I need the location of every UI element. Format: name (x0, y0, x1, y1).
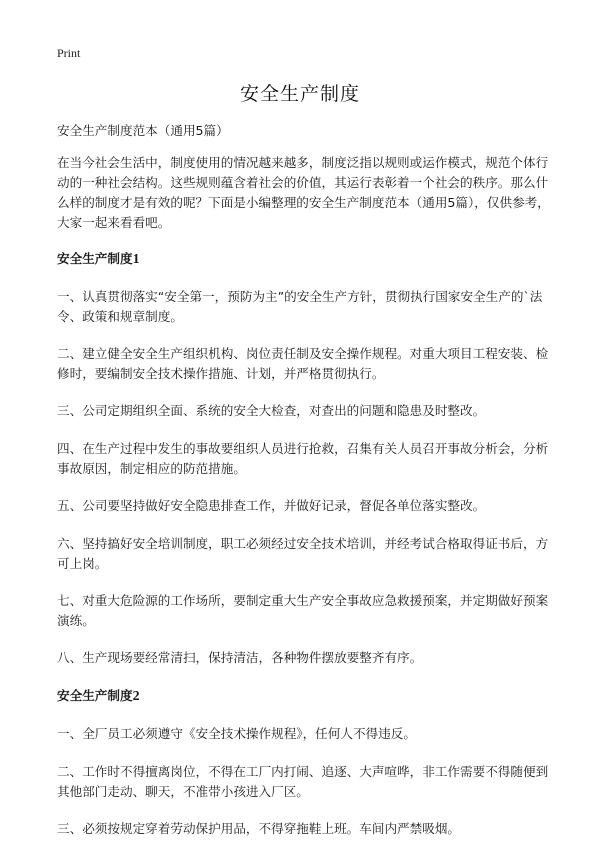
section-item: 二、工作时不得擅离岗位，不得在工厂内打闹、追逐、大声喧哗，非工作需要不得随便到其他部门走动、聊天，不准带小孩进入厂区。 (57, 764, 549, 799)
section-item: 一、认真贯彻落实“安全第一，预防为主”的安全生产方针，贯彻执行国家安全生产的`法令、政策和规章制度。 (57, 289, 543, 324)
section-heading-text: 安全生产制度 (57, 688, 133, 703)
page-title: 安全生产制度 (239, 83, 360, 105)
intro-paragraph: 在当今社会生活中，制度使用的情况越来越多，制度泛指以规则或运作模式，规范个体行动的一种社会结构。这些规则蕴含着社会的价值，其运行表彰着一个社会的秩序。那么什么样的制度才是有效的呢？下面是小编整理的安全生产制度范本（通用5篇），仅供参考，大家一起来看看吧。 (57, 155, 550, 230)
section-heading (57, 686, 554, 707)
section-item: 五、公司要坚持做好安全隐患排查工作，并做好记录，督促各单位落实整改。 (57, 498, 486, 513)
section-item: 四、在生产过程中发生的事故要组织人员进行抢救，召集有关人员召开事故分析会，分析事故原因，制定相应的防范措施。 (57, 441, 549, 476)
section-heading-number: 1 (132, 252, 140, 267)
document-body (57, 121, 554, 857)
section-heading-text: 安全生产制度 (57, 251, 133, 266)
section-item: 三、必须按规定穿着劳动保护用品，不得穿拖鞋上班。车间内严禁吸烟。 (57, 821, 460, 836)
document-subtitle: 安全生产制度范本（通用5篇） (57, 123, 229, 138)
section-item: 八、生产现场要经常清扫，保持清洁，各种物件摆放要整齐有序。 (57, 650, 423, 665)
section-item: 七、对重大危险源的工作场所，要制定重大生产安全事故应急救援预案，并定期做好预案演练。 (57, 593, 549, 628)
section-item: 二、建立健全安全生产组织机构、岗位责任制及安全操作规程。对重大项目工程安装、检修时，要编制安全技术操作措施、计划，并严格贯彻执行。 (57, 346, 549, 381)
section-item: 三、公司定期组织全面、系统的安全大检查，对查出的问题和隐患及时整改。 (57, 403, 486, 418)
print-link[interactable]: Print (57, 46, 81, 60)
section-heading-number: 2 (132, 689, 140, 704)
section-heading (57, 249, 554, 270)
section-item: 六、坚持搞好安全培训制度，职工必须经过安全技术培训，并经考试合格取得证书后，方可上岗。 (57, 536, 549, 571)
section-item: 一、全厂员工必须遵守《安全技术操作规程》，任何人不得违反。 (57, 726, 416, 741)
